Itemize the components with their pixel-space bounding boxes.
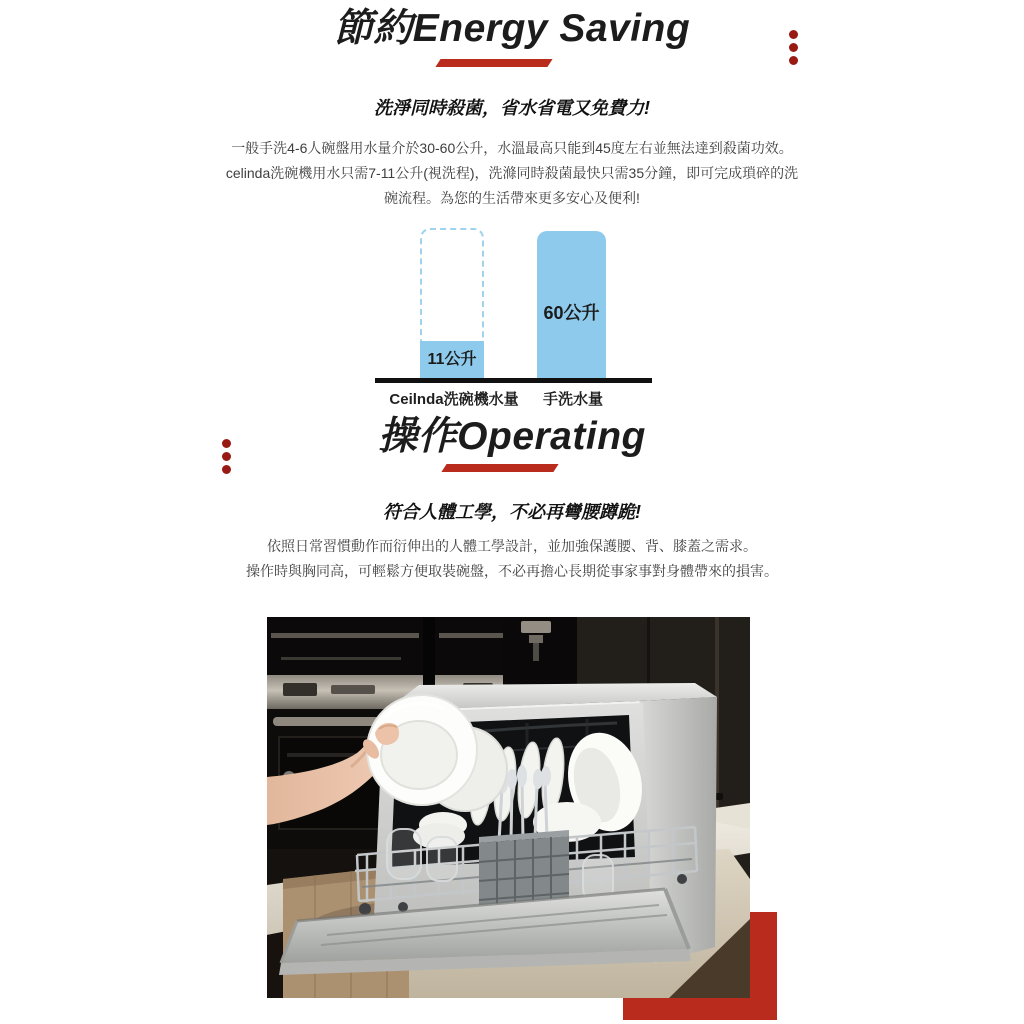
dot-icon (789, 56, 798, 65)
energy-section-subtitle: 洗淨同時殺菌，省水省電又免費力! (374, 98, 650, 118)
operating-section-title: 操作Operating (378, 415, 646, 458)
energy-body-line-3: 碗流程。為您的生活帶來更多安心及便利! (384, 190, 640, 206)
dot-icon (222, 452, 231, 461)
water-usage-bar-chart (375, 228, 652, 410)
handwash-bar-value: 60公升 (543, 303, 600, 323)
red-dots-decoration-right (789, 30, 798, 65)
dishwasher-bar-value: 11公升 (427, 351, 477, 368)
operating-title-underline (441, 464, 558, 472)
dot-icon (222, 439, 231, 448)
dishwasher-bar-outline (420, 228, 484, 378)
energy-title-underline (435, 59, 552, 67)
dot-icon (789, 30, 798, 39)
dishwasher-photo-illustration (267, 617, 750, 998)
operating-section-subtitle: 符合人體工學，不必再彎腰蹲跪! (383, 502, 641, 522)
red-dots-decoration-left (222, 439, 231, 474)
handwash-category-label: 手洗水量 (542, 391, 604, 408)
energy-section-title: 節約Energy Saving (333, 7, 691, 50)
dishwasher-bar-fill (420, 341, 484, 378)
dishwasher-category-label: Ceilnda洗碗機水量 (389, 391, 519, 408)
dishwasher-photo (267, 617, 750, 998)
operating-body-line-2: 操作時與胸同高，可輕鬆方便取裝碗盤，不必再擔心長期從事家事對身體帶來的損害。 (246, 563, 778, 579)
operating-body-line-1: 依照日常習慣動作而衍伸出的人體工學設計，並加強保護腰、背、膝蓋之需求。 (267, 538, 757, 554)
handwash-bar (537, 231, 606, 378)
energy-body-line-2: celinda洗碗機用水只需7-11公升(視洗程)，洗滌同時殺菌最快只需35分鐘，即可完成瑣碎的洗 (225, 165, 799, 181)
dot-icon (789, 43, 798, 52)
energy-body-line-1: 一般手洗4-6人碗盤用水量介於30-60公升，水溫最高只能到45度左右並無法達到殺菌功效。 (231, 140, 793, 156)
chart-x-axis (375, 378, 652, 383)
dot-icon (222, 465, 231, 474)
